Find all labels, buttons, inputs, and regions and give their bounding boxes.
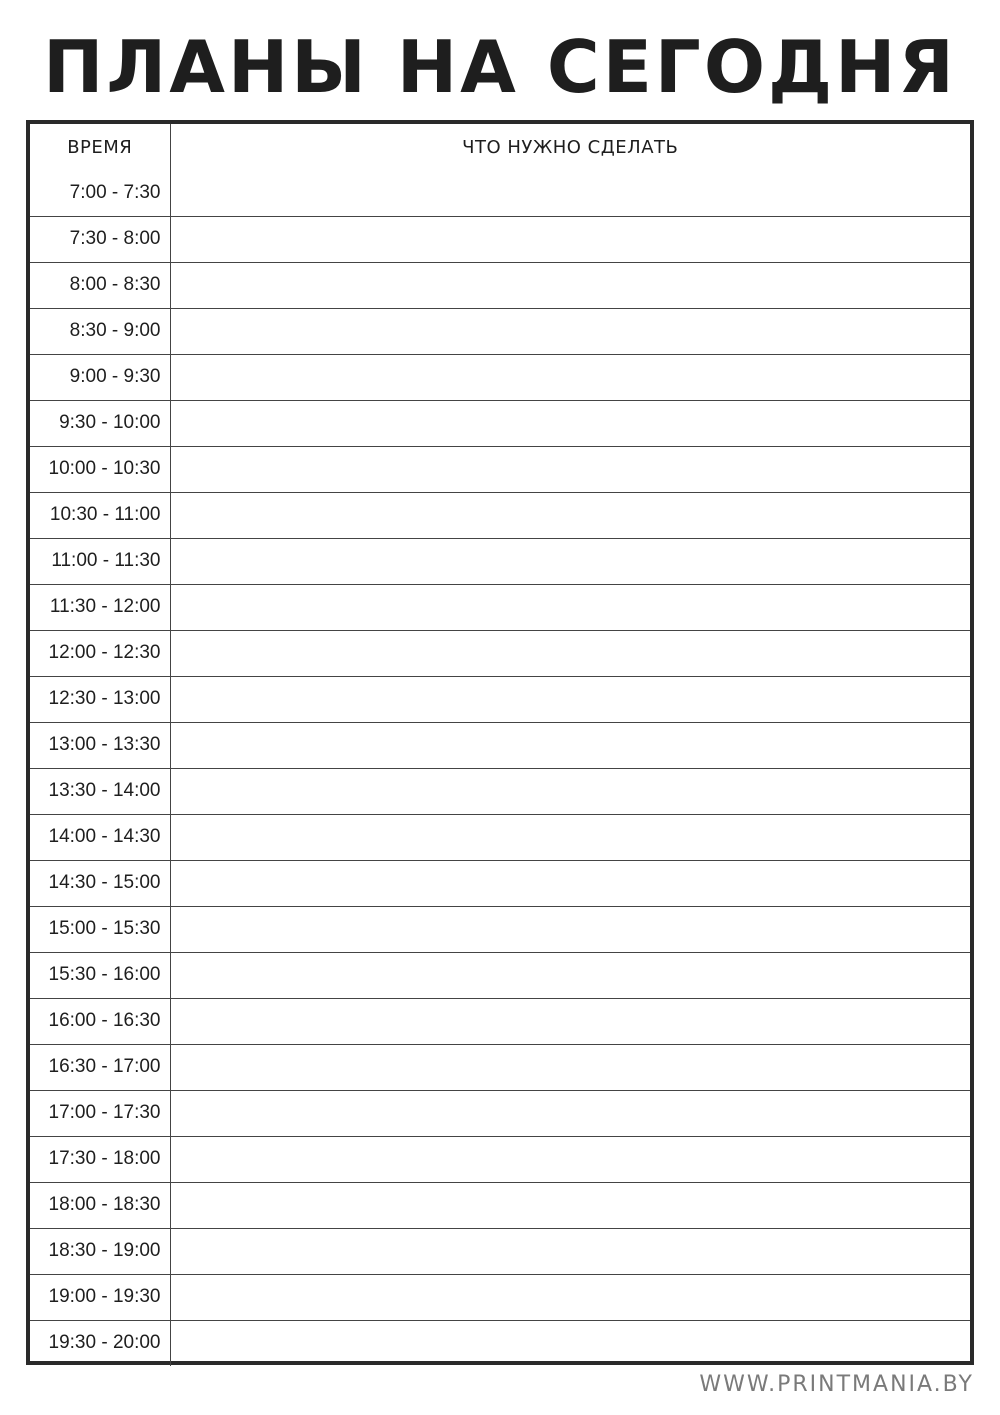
table-row [30,1044,970,1090]
task-cell[interactable] [170,906,970,952]
table-row [30,1228,970,1274]
task-cell[interactable] [170,1274,970,1320]
table-row [30,906,970,952]
table-row [30,1320,970,1366]
task-cell[interactable] [170,170,970,216]
table-row [30,538,970,584]
time-slot: 8:00 - 8:30 [30,262,170,308]
table-row [30,998,970,1044]
header-row [30,124,970,170]
time-slot: 17:00 - 17:30 [30,1090,170,1136]
table-row [30,400,970,446]
schedule-table [26,120,974,1365]
time-slot: 13:30 - 14:00 [30,768,170,814]
table-row [30,446,970,492]
time-slot: 7:30 - 8:00 [30,216,170,262]
task-cell[interactable] [170,538,970,584]
table-row [30,492,970,538]
task-cell[interactable] [170,1228,970,1274]
time-slot: 18:30 - 19:00 [30,1228,170,1274]
time-slot: 19:30 - 20:00 [30,1320,170,1366]
time-slot: 12:00 - 12:30 [30,630,170,676]
table-row [30,170,970,216]
time-slot: 14:30 - 15:00 [30,860,170,906]
time-slot: 19:00 - 19:30 [30,1274,170,1320]
time-slot: 9:30 - 10:00 [30,400,170,446]
time-slot: 18:00 - 18:30 [30,1182,170,1228]
task-cell[interactable] [170,1090,970,1136]
table-row [30,1136,970,1182]
task-cell[interactable] [170,768,970,814]
task-cell[interactable] [170,1044,970,1090]
time-slot: 8:30 - 9:00 [30,308,170,354]
time-slot: 13:00 - 13:30 [30,722,170,768]
table-row [30,722,970,768]
time-column-header: ВРЕМЯ [30,124,170,170]
time-slot: 15:30 - 16:00 [30,952,170,998]
task-column-header: ЧТО НУЖНО СДЕЛАТЬ [462,136,679,158]
table-row [30,584,970,630]
time-slot: 12:30 - 13:00 [30,676,170,722]
task-cell[interactable] [170,814,970,860]
time-slot: 11:30 - 12:00 [30,584,170,630]
table-row [30,1182,970,1228]
table-row [30,354,970,400]
time-slot: 16:30 - 17:00 [30,1044,170,1090]
time-slot: 7:00 - 7:30 [30,170,170,216]
schedule-rows [30,170,970,1366]
table-row [30,676,970,722]
task-cell[interactable] [170,492,970,538]
task-cell[interactable] [170,584,970,630]
task-cell[interactable] [170,354,970,400]
task-cell[interactable] [170,952,970,998]
time-slot: 9:00 - 9:30 [30,354,170,400]
task-cell[interactable] [170,722,970,768]
time-slot: 15:00 - 15:30 [30,906,170,952]
time-slot: 10:30 - 11:00 [30,492,170,538]
task-cell[interactable] [170,860,970,906]
table-row [30,1274,970,1320]
website-footer: WWW.PRINTMANIA.BY [699,1372,974,1397]
task-cell[interactable] [170,998,970,1044]
table-row [30,262,970,308]
table-row [30,216,970,262]
time-slot: 10:00 - 10:30 [30,446,170,492]
table-row [30,952,970,998]
page-title: ПЛАНЫ НА СЕГОДНЯ [43,25,957,109]
time-slot: 17:30 - 18:00 [30,1136,170,1182]
task-cell[interactable] [170,308,970,354]
task-cell[interactable] [170,400,970,446]
task-cell[interactable] [170,1136,970,1182]
time-slot: 11:00 - 11:30 [30,538,170,584]
task-cell[interactable] [170,676,970,722]
task-cell[interactable] [170,216,970,262]
table-row [30,768,970,814]
table-row [30,1090,970,1136]
task-cell[interactable] [170,1182,970,1228]
table-row [30,308,970,354]
table-row [30,630,970,676]
task-cell[interactable] [170,1320,970,1366]
time-slot: 16:00 - 16:30 [30,998,170,1044]
time-slot: 14:00 - 14:30 [30,814,170,860]
table-row [30,860,970,906]
schedule-grid [30,124,970,1366]
task-cell[interactable] [170,262,970,308]
task-cell[interactable] [170,446,970,492]
task-cell[interactable] [170,630,970,676]
table-row [30,814,970,860]
